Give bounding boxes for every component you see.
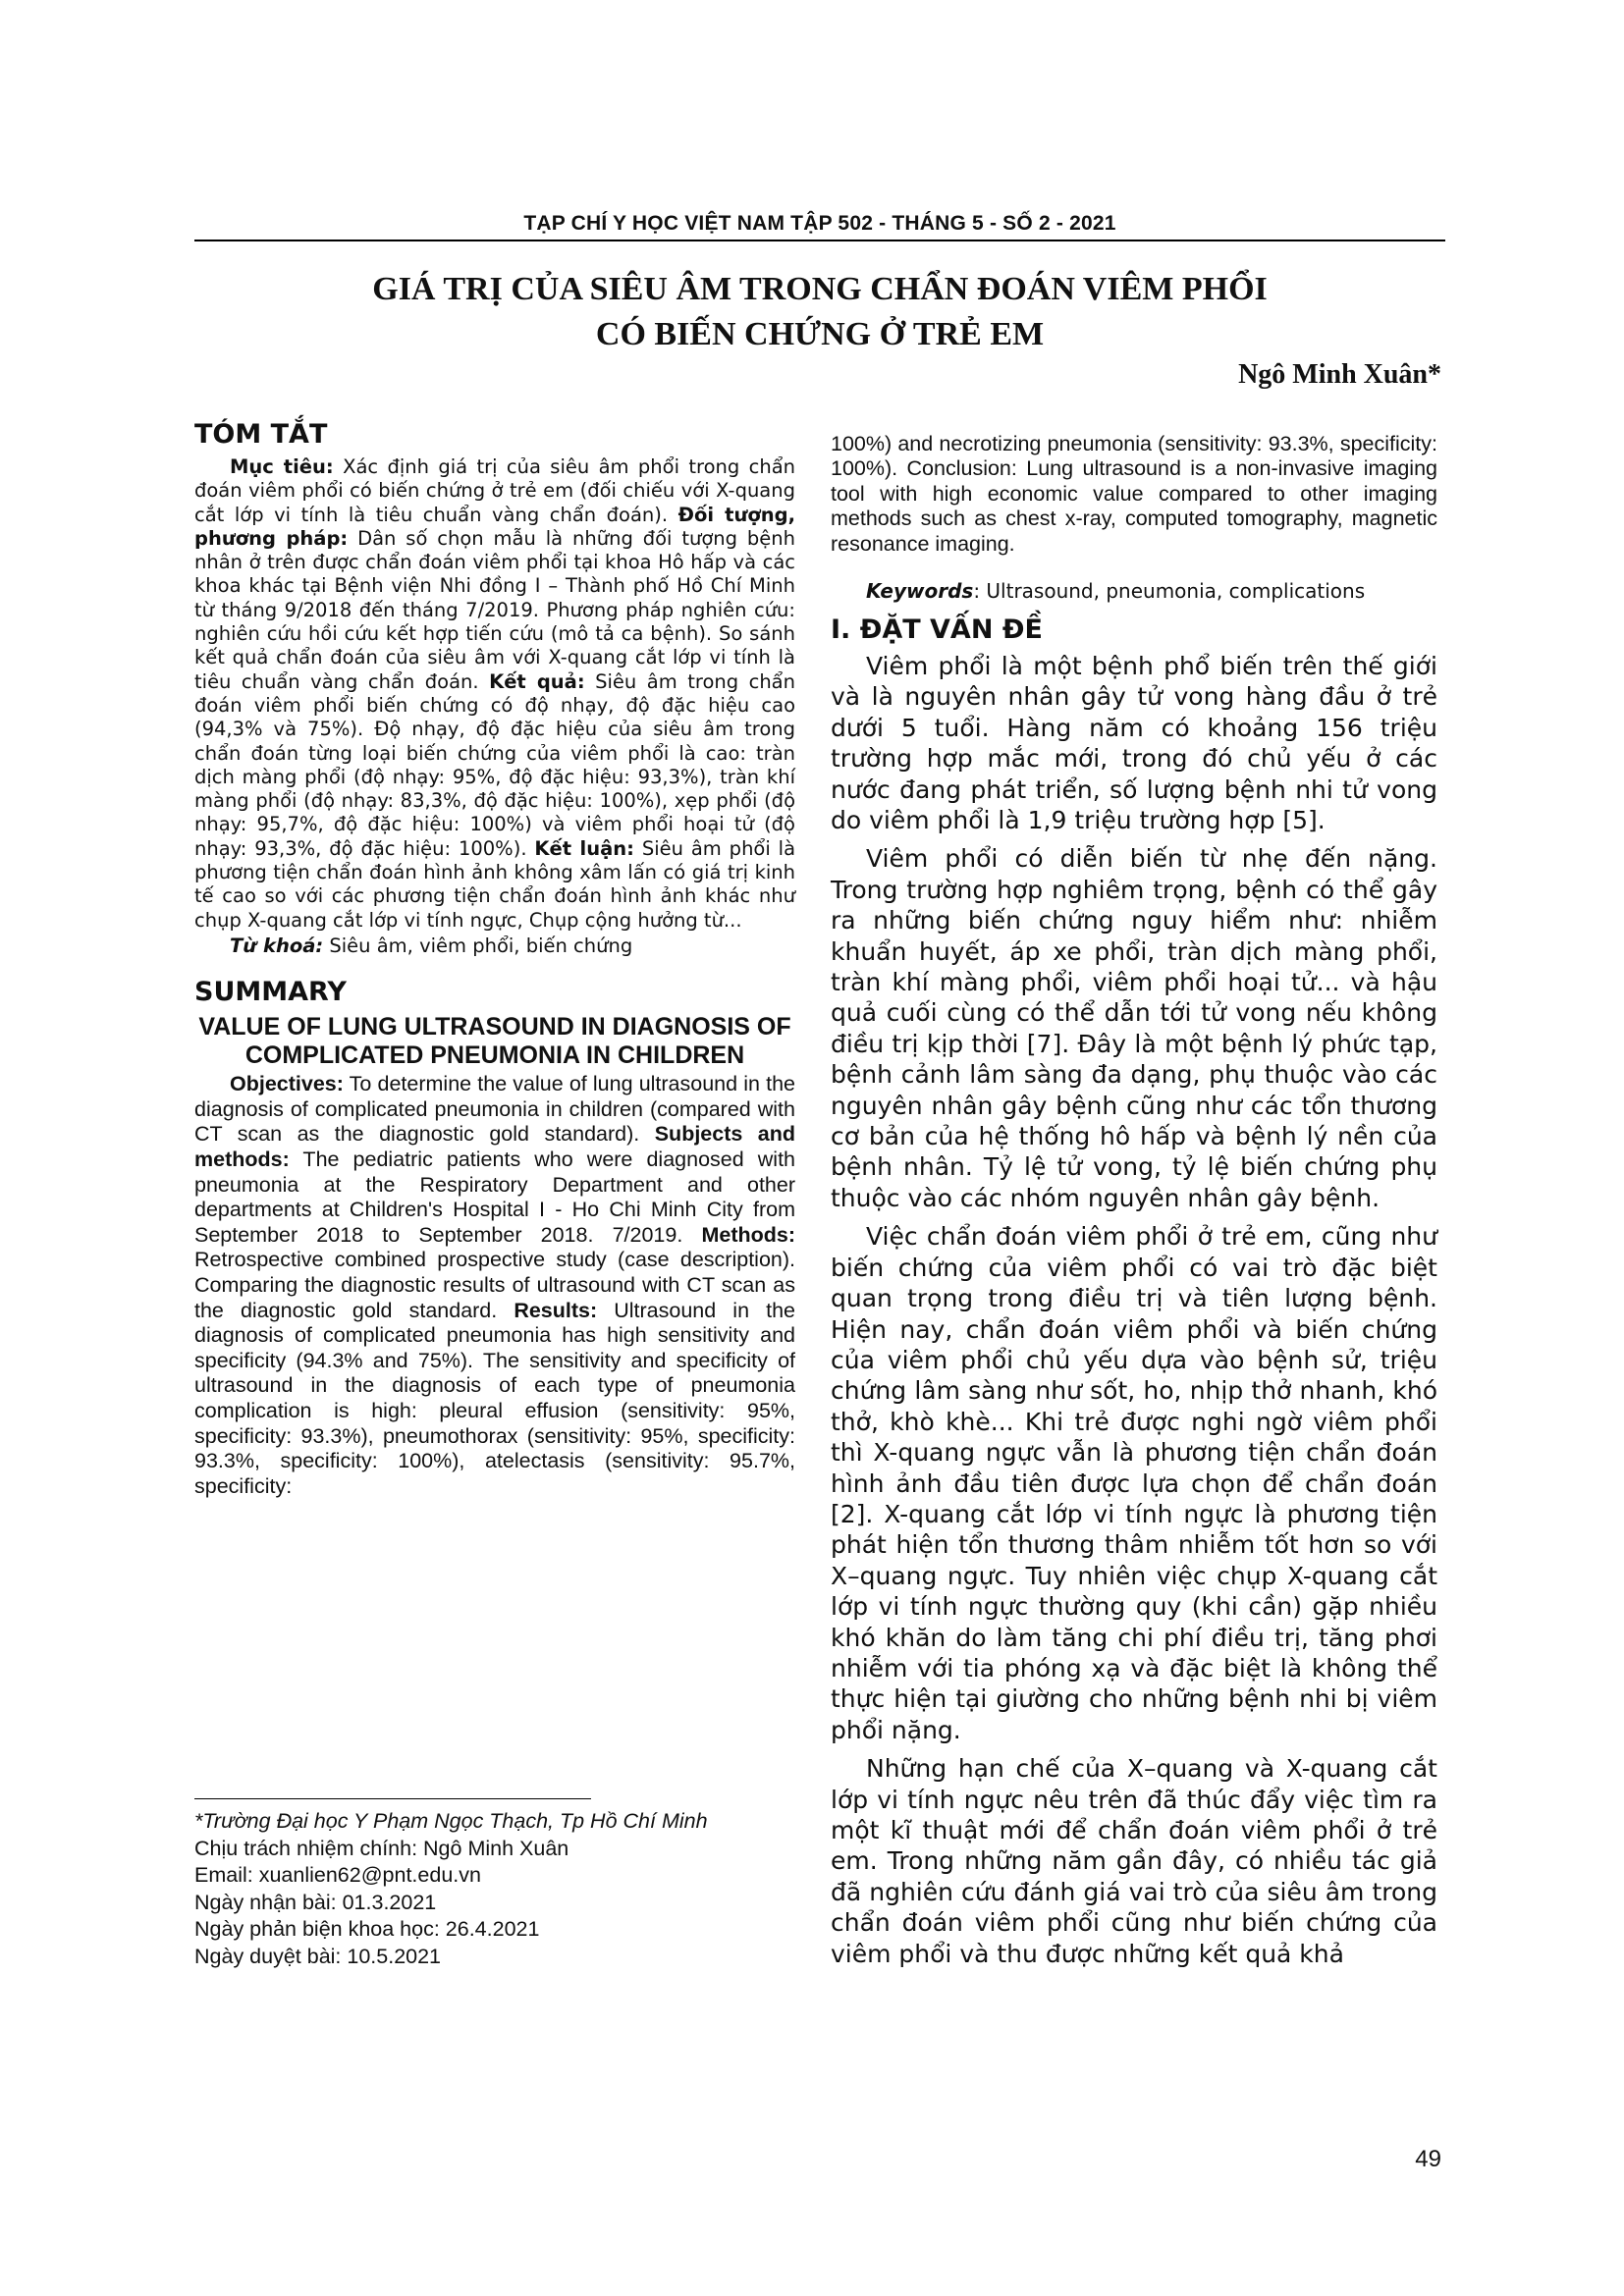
footnote-received: Ngày nhận bài: 01.3.2021 bbox=[194, 1890, 437, 1914]
keywords-vi-text: Siêu âm, viêm phổi, biến chứng bbox=[323, 934, 633, 957]
intro-paragraph-3: Việc chẩn đoán viêm phổi ở trẻ em, cũng như biến chứng của viêm phổi có vai trò đặc biệt quan trọng trong điều trị và tiên lượng bệnh. Hiện nay, chẩn đoán viêm phổi và biến chứng của viêm phổi chủ yếu dựa vào bệnh sử, triệu chứng lâm sàng như sốt, ho, nhịp thở nhanh, khó thở, khò khè... Khi trẻ được nghi ngờ viêm phổi thì X-quang ngực vẫn là phương tiện chẩn đoán hình ảnh đầu tiên được lựa chọn để chẩn đoán [2]. X-quang cắt lớp vi tính ngực là phương tiện phát hiện tổn thương thâm nhiễm tốt hơn so với X–quang ngực. Tuy nhiên việc chụp X-quang cắt lớp vi tính ngực thường quy (khi cần) gặp nhiều khó khăn do làm tăng chi phí điều trị, tăng phơi nhiễm với tia phóng xạ và đặc biệt là không thể thực hiện tại giường cho những bệnh nhi bị viêm phổi nặng. bbox=[831, 1222, 1437, 1744]
abstract-en-keywords bbox=[831, 578, 1437, 604]
subjects-label: Subjects and methods: bbox=[194, 1122, 796, 1172]
intro-heading: I. ĐẶT VẤN ĐỀ bbox=[831, 614, 1043, 645]
footnote-reviewed: Ngày phản biện khoa học: 26.4.2021 bbox=[194, 1917, 540, 1941]
header-rule bbox=[194, 240, 1445, 241]
subjects-text: The pediatric patients who were diagnosed with pneumonia at the Respiratory Department and other departments at Children's Hospital I - Ho Chi Minh City from September 2018 to September 2018. 7/2019. bbox=[194, 1148, 795, 1247]
intro-paragraph-4: Những hạn chế của X–quang và X-quang cắt lớp vi tính ngực nêu trên đã thúc đẩy việc tìm ra một kĩ thuật mới để chẩn đoán viêm phổi ở trẻ em. Trong những năm gần đây, có nhiều tác giả đã nghiên cứu đánh giá vai trò của siêu âm trong chẩn đoán viêm phổi cũng như biến chứng của viêm phổi và thu được những kết quả khả bbox=[831, 1754, 1437, 1968]
ket-luan-text: Siêu âm phổi là phương tiện chẩn đoán hình ảnh không xâm lấn có giá trị kinh tế cao so với các phương tiện chẩn đoán hình ảnh khác như chụp X-quang cắt lớp vi tính ngực, Chụp cộng hưởng từ... bbox=[194, 836, 796, 932]
intro-body bbox=[831, 651, 1437, 1969]
footnotes bbox=[194, 1808, 795, 1970]
objectives-text: To determine the value of lung ultrasound in the diagnosis of complicated pneumonia in children (compared with CT scan as the diagnostic gold standard). bbox=[194, 1072, 795, 1147]
muc-tieu-text: Xác định giá trị của siêu âm phổi trong chẩn đoán viêm phổi có biến chứng ở trẻ em (đối chiếu với X-quang cắt lớp vi tính là tiêu chuẩn vàng chẩn đoán). bbox=[194, 455, 796, 526]
abstract-vi-heading: TÓM TẮT bbox=[194, 419, 328, 450]
intro-paragraph-1: Viêm phổi là một bệnh phổ biến trên thế giới và là nguyên nhân gây tử vong hàng đầu ở trẻ dưới 5 tuổi. Hàng năm có khoảng 156 triệu trường hợp mắc mới, trong đó chủ yếu ở các nước đang phát triển, số lượng bệnh nhi tử vong do viêm phổi là 1,9 triệu trường hợp [5]. bbox=[831, 651, 1437, 834]
abstract-en-continued: 100%) and necrotizing pneumonia (sensitivity: 93.3%, specificity: 100%). Conclusion: Lung ultrasound is a non-invasive imaging tool with high economic value compared to other imaging methods such as chest x-ray, computed tomography, magnetic resonance imaging. bbox=[831, 431, 1437, 556]
methods-text: Retrospective combined prospective study (case description). Comparing the diagnostic results of ultrasound with CT scan as the diagnostic gold standard. bbox=[194, 1248, 795, 1322]
ket-luan-label: Kết luận: bbox=[534, 836, 634, 860]
results-label: Results: bbox=[514, 1298, 598, 1322]
intro-paragraph-2: Viêm phổi có diễn biến từ nhẹ đến nặng. Trong trường hợp nghiêm trọng, bệnh có thể gây ra những biến chứng nguy hiểm như: nhiễm khuẩn huyết, áp xe phổi, tràn dịch màng phổi, tràn khí màng phổi, viêm phổi hoại tử... và hậu quả cuối cùng có thể dẫn tới tử vong nếu không điều trị kịp thời [7]. Đây là một bệnh lý phức tạp, bệnh cảnh lâm sàng đa dạng, phụ thuộc vào các nguyên nhân gây bệnh cũng như các tổn thương cơ bản của hệ thống hô hấp và bệnh lý nền của bệnh nhân. Tỷ lệ tử vong, tỷ lệ biến chứng phụ thuộc vào các nhóm nguyên nhân gây bệnh. bbox=[831, 844, 1437, 1212]
page-number: 49 bbox=[1415, 2146, 1441, 2172]
doi-tuong-text: Dân số chọn mẫu là những đối tượng bệnh nhân ở trên được chẩn đoán viêm phổi tại khoa Hô hấp và các khoa khác tại Bệnh viện Nhi đồng I – Thành phố Hồ Chí Minh từ tháng 9/2018 đến tháng 7/2019. Phương pháp nghiên cứu: nghiên cứu hồi cứu kết hợp tiến cứu (mô tả ca bệnh). So sánh kết quả chẩn đoán của siêu âm với X-quang cắt lớp vi tính là tiêu chuẩn vàng chẩn đoán. bbox=[194, 526, 795, 693]
footnote-email: Email: xuanlien62@pnt.edu.vn bbox=[194, 1863, 481, 1887]
abstract-en-heading: SUMMARY bbox=[194, 977, 347, 1008]
methods-label: Methods: bbox=[701, 1222, 795, 1247]
keywords-en-text: : Ultrasound, pneumonia, complications bbox=[973, 578, 1366, 603]
journal-header: TẠP CHÍ Y HỌC VIỆT NAM TẬP 502 - THÁNG 5 - SỐ 2 - 2021 bbox=[523, 212, 1116, 235]
muc-tieu-label: Mục tiêu: bbox=[230, 455, 334, 478]
keywords-vi-label: Từ khoá: bbox=[230, 934, 324, 957]
abstract-en-title: VALUE OF LUNG ULTRASOUND IN DIAGNOSIS OF COMPLICATED PNEUMONIA IN CHILDREN bbox=[198, 1013, 791, 1070]
footnote-affiliation: *Trường Đại học Y Phạm Ngọc Thạch, Tp Hồ Chí Minh bbox=[194, 1809, 708, 1833]
footnote-rule bbox=[194, 1798, 591, 1799]
abstract-en-body bbox=[194, 1072, 795, 1499]
doi-tuong-label: Đối tượng, phương pháp: bbox=[194, 503, 795, 550]
abstract-vi-body bbox=[194, 455, 795, 933]
article-title bbox=[194, 267, 1445, 357]
footnote-accepted: Ngày duyệt bài: 10.5.2021 bbox=[194, 1944, 442, 1968]
left-column bbox=[194, 418, 795, 1499]
objectives-label: Objectives: bbox=[230, 1072, 344, 1096]
results-text: Ultrasound in the diagnosis of complicated pneumonia has high sensitivity and specificity (94.3% and 75%). The sensitivity and specificity of ultrasound in the diagnosis of each type of pneumonia complication is high: pleural effusion (sensitivity: 95%, specificity: 93.3%), pneumothorax (sensitivity: 95%, specificity: 93.3%, specificity: 100%), atelectasis (sensitivity: 95.7%, specificity: bbox=[194, 1298, 795, 1498]
footnote-responsible: Chịu trách nhiệm chính: Ngô Minh Xuân bbox=[194, 1836, 569, 1860]
right-column bbox=[831, 410, 1437, 1977]
author: Ngô Minh Xuân* bbox=[1238, 359, 1441, 390]
title-line-1: GIÁ TRỊ CỦA SIÊU ÂM TRONG CHẨN ĐOÁN VIÊM PHỔI bbox=[372, 271, 1268, 307]
title-line-2: CÓ BIẾN CHỨNG Ở TRẺ EM bbox=[595, 316, 1045, 352]
abstract-vi-keywords bbox=[194, 934, 795, 958]
ket-qua-label: Kết quả: bbox=[489, 669, 585, 693]
keywords-en-label: Keywords bbox=[866, 578, 974, 603]
ket-qua-text: Siêu âm trong chẩn đoán viêm phổi biến chứng có độ nhạy, độ đặc hiệu cao (94,3% và 75%). Độ nhạy, độ đặc hiệu của siêu âm trong chẩn đoán từng loại biến chứng của viêm phổi là cao: tràn dịch màng phổi (độ nhạy: 95%, độ đặc hiệu: 93,3%), tràn khí màng phổi (độ nhạy: 83,3%, độ đặc hiệu: 100%), xẹp phổi (độ nhạy: 95,7%, độ đặc hiệu: 100%) và viêm phổi hoại tử (độ nhạy: 93,3%, độ đặc hiệu: 100%). bbox=[194, 669, 795, 860]
